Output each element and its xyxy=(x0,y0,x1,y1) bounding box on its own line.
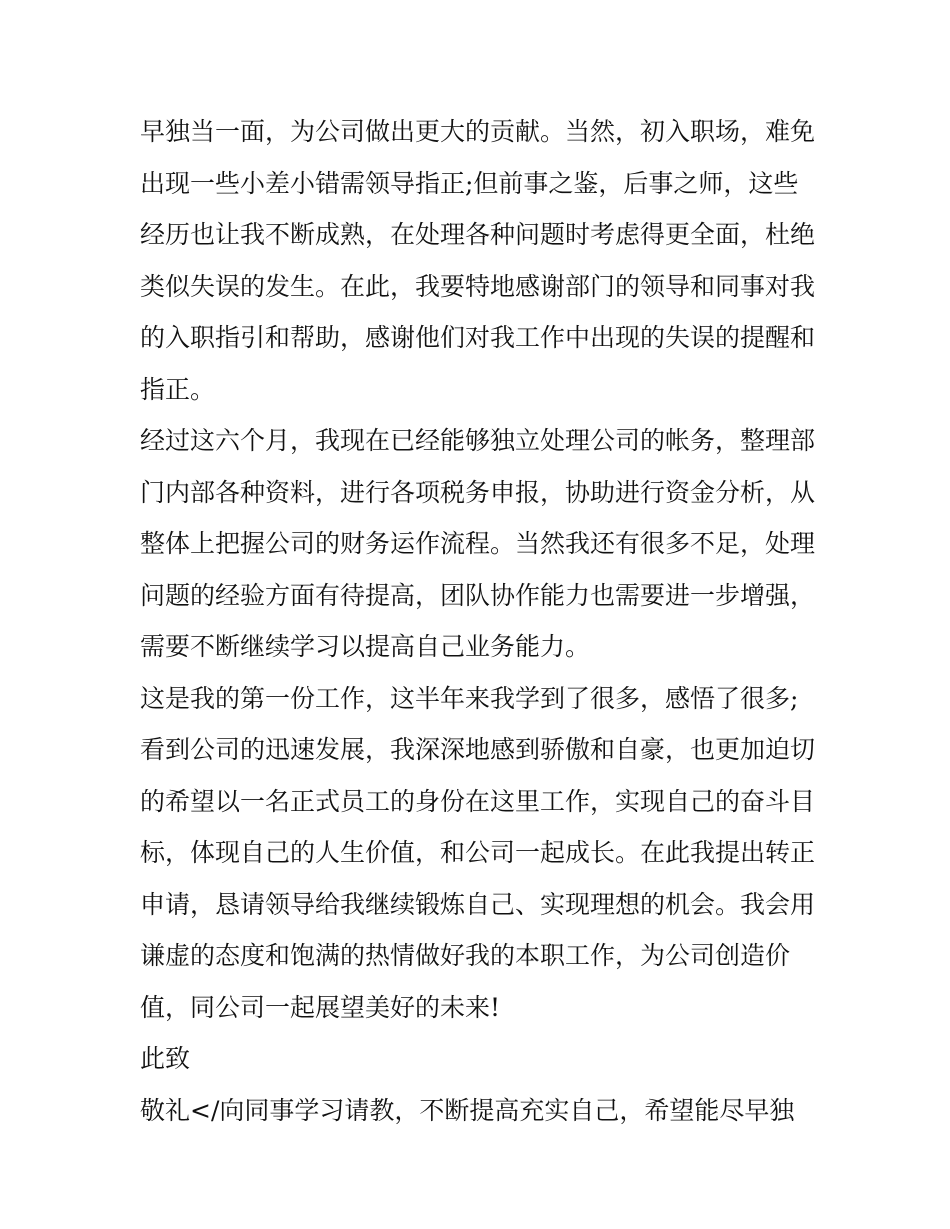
text-line: 需要不断继续学习以提高自己业务能力。 xyxy=(140,632,591,661)
text-line: 经过这六个月，我现在已经能够独立处理公司的帐务，整理部 xyxy=(140,426,816,455)
text-line: 早独当一面，为公司做出更大的贡献。当然，初入职场，难免 xyxy=(140,117,816,146)
text-line: 这是我的第一份工作，这半年来我学到了很多，感悟了很多; xyxy=(140,683,799,713)
text-line: 经历也让我不断成熟，在处理各种问题时考虑得更全面，杜绝 xyxy=(140,220,816,249)
text-line: 申请，恳请领导给我继续锻炼自己、实现理想的机会。我会用 xyxy=(140,889,816,919)
text-line: 类似失误的发生。在此，我要特地感谢部门的领导和同事对我 xyxy=(140,271,816,301)
text-line: 此致 xyxy=(140,1044,191,1073)
text-line: 指正。 xyxy=(140,374,216,404)
text-line: 值，同公司一起展望美好的未来! xyxy=(140,992,501,1022)
text-line: 出现一些小差小错需领导指正;但前事之鉴，后事之师，这些 xyxy=(140,168,799,198)
text-line: 的希望以一名正式员工的身份在这里工作，实现自己的奋斗目 xyxy=(140,786,816,816)
text-line: 看到公司的迅速发展，我深深地感到骄傲和自豪，也更加迫切 xyxy=(140,735,816,764)
text-line: 敬礼</向同事学习请教，不断提高充实自己，希望能尽早独 xyxy=(140,1095,795,1125)
document-body xyxy=(140,106,820,1136)
text-line: 标，体现自己的人生价值，和公司一起成长。在此我提出转正 xyxy=(140,838,816,867)
text-line: 问题的经验方面有待提高，团队协作能力也需要进一步增强， xyxy=(140,580,816,610)
text-line: 整体上把握公司的财务运作流程。当然我还有很多不足，处理 xyxy=(140,529,816,558)
text-line: 门内部各种资料，进行各项税务申报，协助进行资金分析，从 xyxy=(140,477,816,507)
text-line: 谦虚的态度和饱满的热情做好我的本职工作，为公司创造价 xyxy=(140,941,791,970)
text-line: 的入职指引和帮助，感谢他们对我工作中出现的失误的提醒和 xyxy=(140,323,816,352)
